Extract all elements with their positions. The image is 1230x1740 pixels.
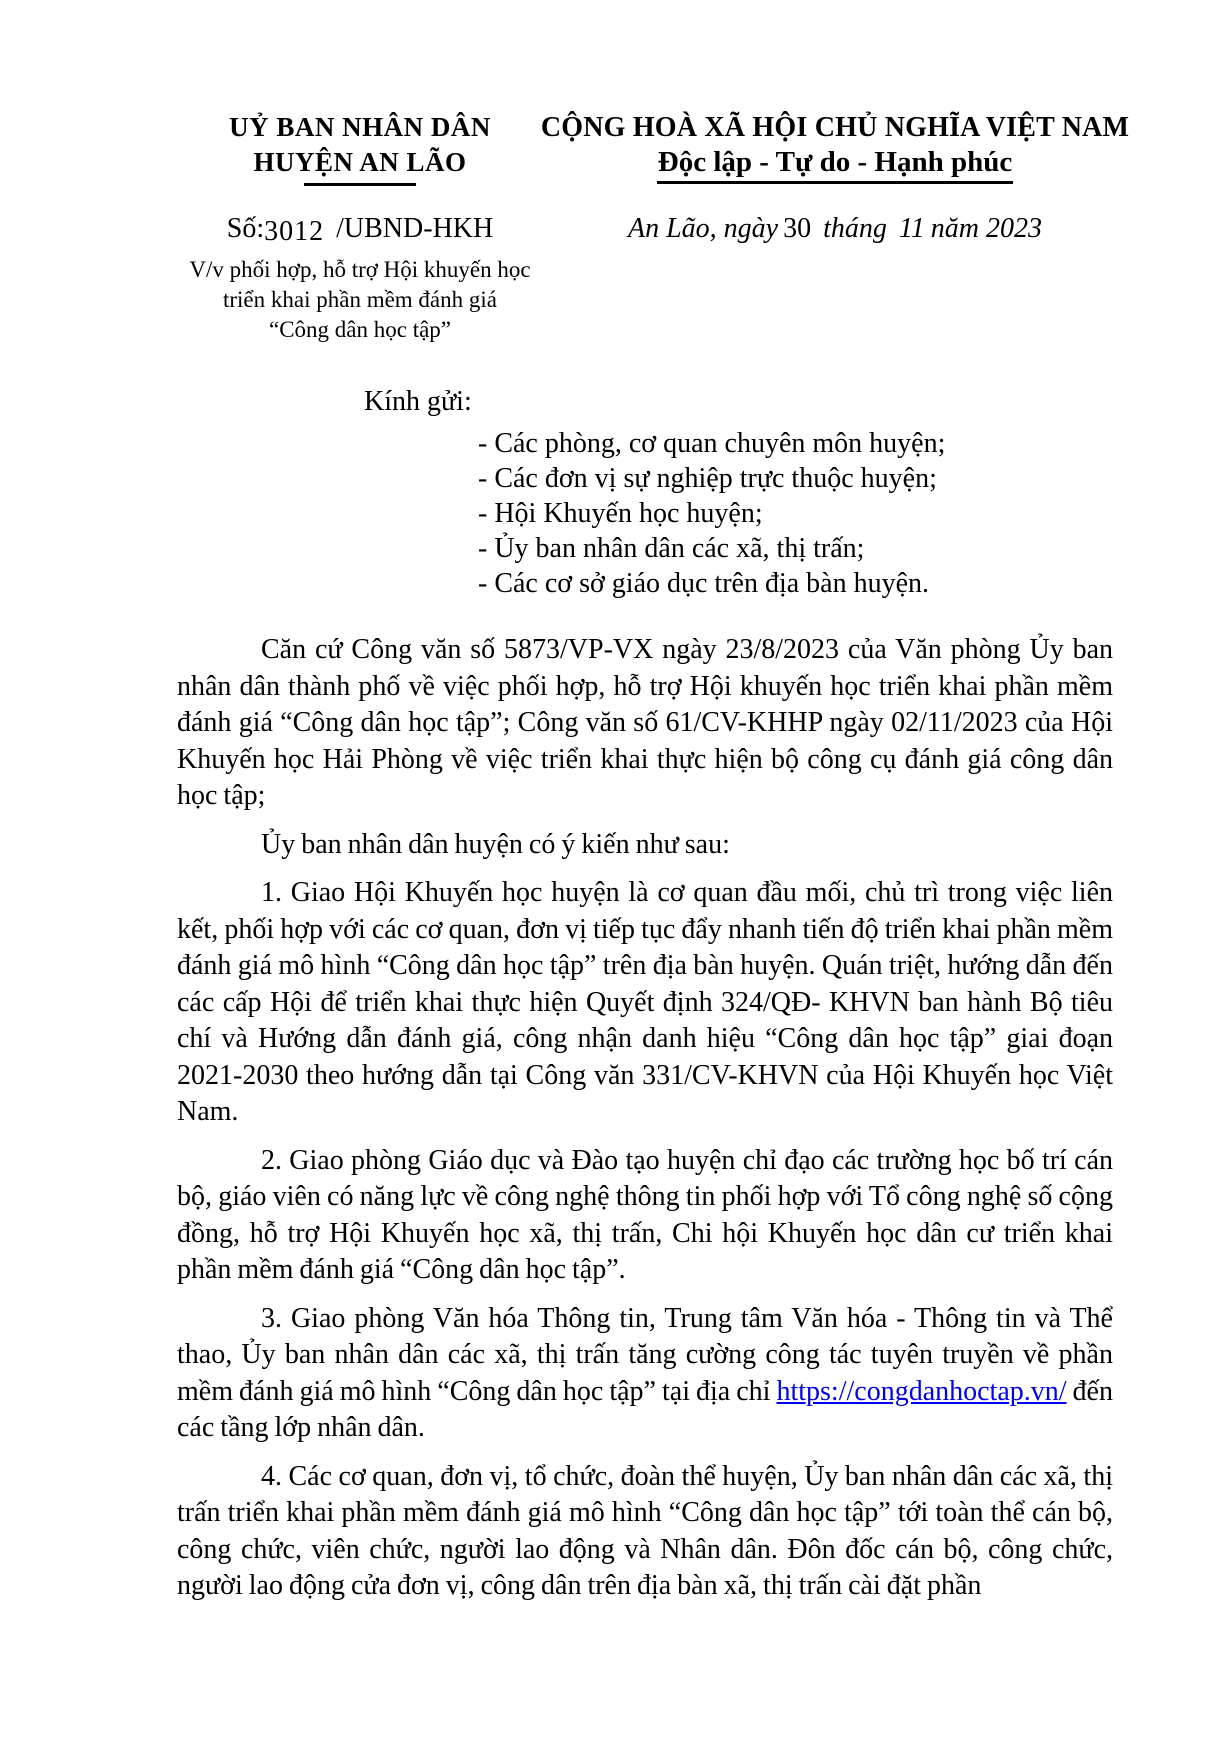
point-3-text-before-link: 3. Giao phòng Văn hóa Thông tin, Trung tâm Văn hóa - Thông tin và Thể thao, Ủy ban nhân dân các xã, thị trấn tăng cường công tác tuyên truyền về phần mềm đánh giá mô hình “Công dân học tập” tại địa chỉ: [177, 1302, 1113, 1407]
paragraph-point-4: 4. Các cơ quan, đơn vị, tổ chức, đoàn thể huyện, Ủy ban nhân dân các xã, thị trấn triển khai phần mềm đánh giá mô hình “Công dân học tập” tới toàn thể cán bộ, công chức, viên chức, người lao động và Nhân dân. Đôn đốc cán bộ, công chức, người lao động cửa đơn vị, công dân trên địa bàn xã, thị trấn cài đặt phần: [177, 1460, 1113, 1601]
subject-line-1: V/v phối hợp, hỗ trợ Hội khuyến học: [189, 257, 531, 282]
recipient-item: - Các cơ sở giáo dục trên địa bàn huyện.: [478, 568, 930, 599]
doc-number-label: Số:: [226, 213, 265, 244]
doc-number-suffix: /UBND-HKH: [336, 213, 494, 244]
issuer-district: HUYỆN AN LÃO: [253, 147, 467, 177]
recipient-item: - Các đơn vị sự nghiệp trực thuộc huyện;: [478, 463, 937, 494]
paragraph-point-1: 1. Giao Hội Khuyến học huyện là cơ quan đầu mối, chủ trì trong việc liên kết, phối hợp với các cơ quan, đơn vị tiếp tục đẩy nhanh tiến độ triển khai phần mềm đánh giá mô hình “Công dân học tập” trên địa bàn huyện. Quán triệt, hướng dẫn đến các cấp Hội để triển khai thực hiện Quyết định 324/QĐ- KHVN ban hành Bộ tiêu chí và Hướng dẫn đánh giá, công nhận danh hiệu “Công dân học tập” giai đoạn 2021-2030 theo hướng dẫn tại Công văn 331/CV-KHVN của Hội Khuyến học Việt Nam.: [177, 877, 1113, 1127]
date-month-label: tháng: [823, 213, 887, 244]
recipient-item: - Ủy ban nhân dân các xã, thị trấn;: [478, 533, 865, 564]
salutation: Kính gửi:: [364, 386, 472, 417]
issuer-name: UỶ BAN NHÂN DÂN: [229, 112, 491, 142]
doc-number-value: 3012: [264, 216, 325, 247]
recipients-list: [478, 426, 945, 601]
issuer-block: [150, 110, 570, 186]
subject-line-2: triển khai phần mềm đánh giá: [222, 287, 497, 312]
letter-body: [177, 632, 1113, 1617]
date-day: 30: [783, 213, 812, 244]
motto-underline: [657, 181, 1013, 184]
date-prefix: An Lão, ngày: [627, 213, 779, 244]
subject-block: [150, 255, 570, 345]
issuer-underline: [304, 183, 416, 186]
point-3-text-after-link: đến các tầng lớp nhân dân.: [177, 1375, 1113, 1443]
congdanhoctap-link[interactable]: https://congdanhoctap.vn/: [776, 1375, 1067, 1407]
paragraph-opinion-intro: Ủy ban nhân dân huyện có ý kiến như sau:: [261, 828, 730, 860]
subject-line-3: “Công dân học tập”: [268, 317, 452, 342]
paragraph-point-2: 2. Giao phòng Giáo dục và Đào tạo huyện chỉ đạo các trường học bố trí cán bộ, giáo viên có năng lực về công nghệ thông tin phối hợp với Tổ công nghệ số cộng đồng, hỗ trợ Hội Khuyến học xã, thị trấn, Chi hội Khuyến học dân cư triển khai phần mềm đánh giá “Công dân học tập”.: [177, 1144, 1113, 1285]
document-number-line: [150, 213, 570, 245]
recipient-item: - Các phòng, cơ quan chuyên môn huyện;: [478, 428, 946, 459]
national-header-block: [540, 110, 1130, 184]
place-date-line: [540, 213, 1130, 245]
date-year: năm 2023: [930, 213, 1043, 244]
date-month: 11: [898, 213, 925, 244]
paragraph-point-3: [177, 1301, 1113, 1447]
recipient-item: - Hội Khuyến học huyện;: [478, 498, 763, 529]
national-title: CỘNG HOÀ XÃ HỘI CHỦ NGHĨA VIỆT NAM: [540, 112, 1130, 143]
national-motto: Độc lập - Tự do - Hạnh phúc: [657, 146, 1013, 178]
paragraph-legal-basis: Căn cứ Công văn số 5873/VP-VX ngày 23/8/2023 của Văn phòng Ủy ban nhân dân thành phố về việc phối hợp, hỗ trợ Hội khuyến học triển khai phần mềm đánh giá “Công dân học tập”; Công văn số 61/CV-KHHP ngày 02/11/2023 của Hội Khuyến học Hải Phòng về việc triển khai thực hiện bộ công cụ đánh giá công dân học tập;: [177, 634, 1113, 811]
